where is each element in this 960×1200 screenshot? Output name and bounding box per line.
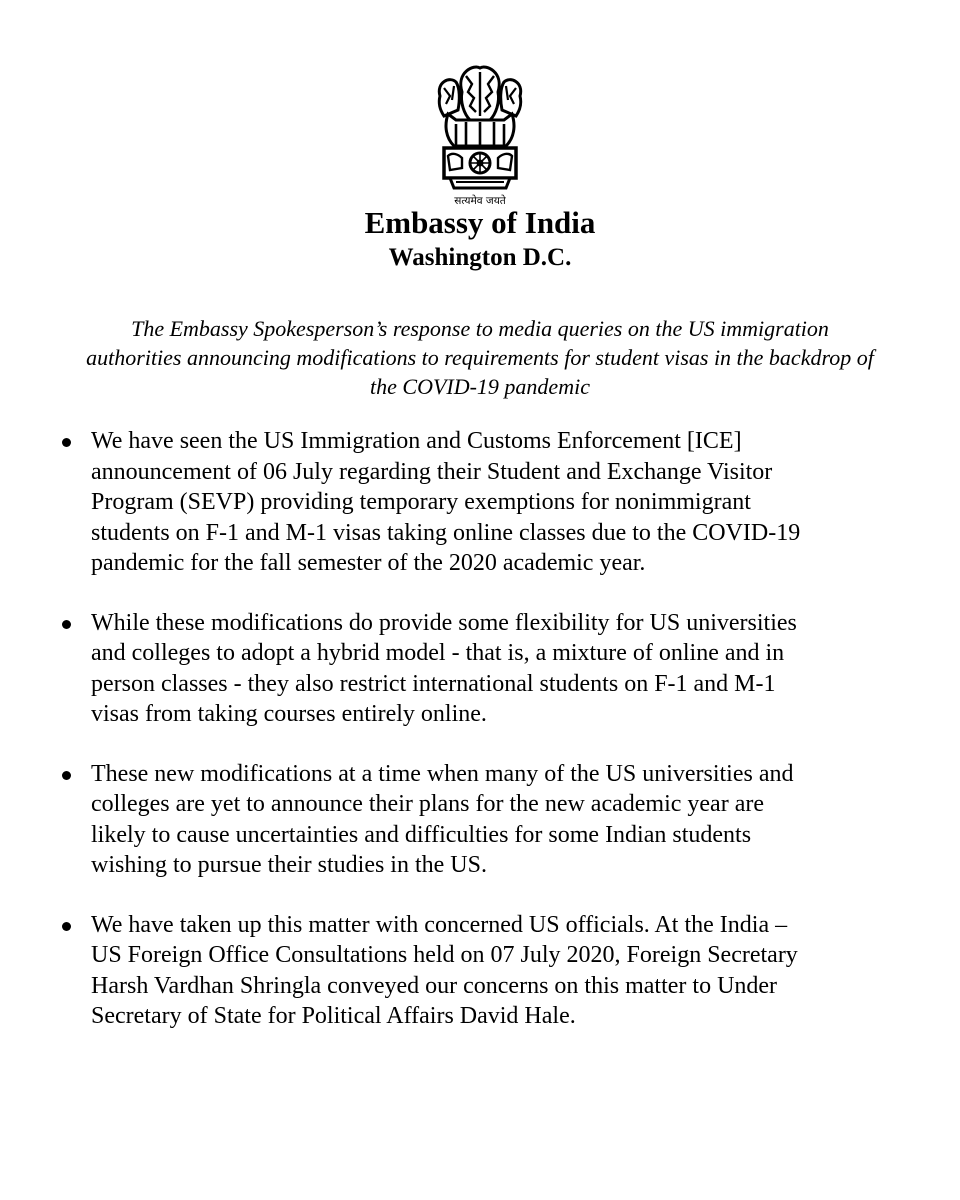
subtitle-line: The Embassy Spokesperson’s response to media queries on the US immigration [131, 316, 829, 341]
bullet-line: person classes - they also restrict international students on F-1 and M-1 [91, 670, 776, 697]
bullet-line: colleges are yet to announce their plans for the new academic year are [91, 791, 764, 817]
bullet-line: US Foreign Office Consultations held on 07 July 2020, Foreign Secretary [91, 942, 798, 968]
bullet-line: pandemic for the fall semester of the 2020 academic year. [91, 550, 646, 576]
statement-bullet-list [0, 426, 960, 1061]
embassy-city: Washington D.C. [388, 244, 572, 271]
bullet-dot-icon [62, 438, 71, 447]
bullet-line: announcement of 06 July regarding their Student and Exchange Visitor [91, 458, 773, 485]
bullet-line: likely to cause uncertainties and difficulties for some Indian students [91, 821, 752, 848]
bullet-dot-icon [62, 620, 71, 629]
bullet-dot-icon [62, 922, 71, 931]
bullet-line: These new modifications at a time when many of the US universities and [91, 760, 794, 787]
statement-subtitle [0, 314, 960, 401]
subtitle-line: the COVID-19 pandemic [370, 374, 590, 399]
emblem-motto: सत्यमेव जयते [454, 195, 506, 207]
bullet-line: Secretary of State for Political Affairs David Hale. [91, 1003, 576, 1029]
bullet-line: While these modifications do provide some flexibility for US universities [91, 609, 797, 636]
national-emblem [426, 62, 534, 208]
bullet-line: and colleges to adopt a hybrid model - that is, a mixture of online and in [91, 640, 785, 666]
bullet-line: Program (SEVP) providing temporary exemptions for nonimmigrant [91, 489, 751, 515]
bullet-line: wishing to pursue their studies in the US. [91, 852, 487, 878]
bullet-point [0, 910, 960, 1032]
bullet-dot-icon [62, 771, 71, 780]
subtitle-line: authorities announcing modifications to requirements for student visas in the backdrop of [86, 345, 874, 370]
embassy-name: Embassy of India [364, 205, 596, 240]
bullet-point [0, 608, 960, 730]
bullet-line: students on F-1 and M-1 visas taking online classes due to the COVID-19 [91, 519, 801, 546]
bullet-point [0, 426, 960, 579]
bullet-line: We have seen the US Immigration and Customs Enforcement [ICE] [91, 428, 742, 454]
bullet-line: Harsh Vardhan Shringla conveyed our concerns on this matter to Under [91, 972, 778, 999]
bullet-point [0, 759, 960, 881]
bullet-line: visas from taking courses entirely online. [91, 701, 487, 727]
bullet-line: We have taken up this matter with concerned US officials. At the India – [91, 911, 788, 938]
